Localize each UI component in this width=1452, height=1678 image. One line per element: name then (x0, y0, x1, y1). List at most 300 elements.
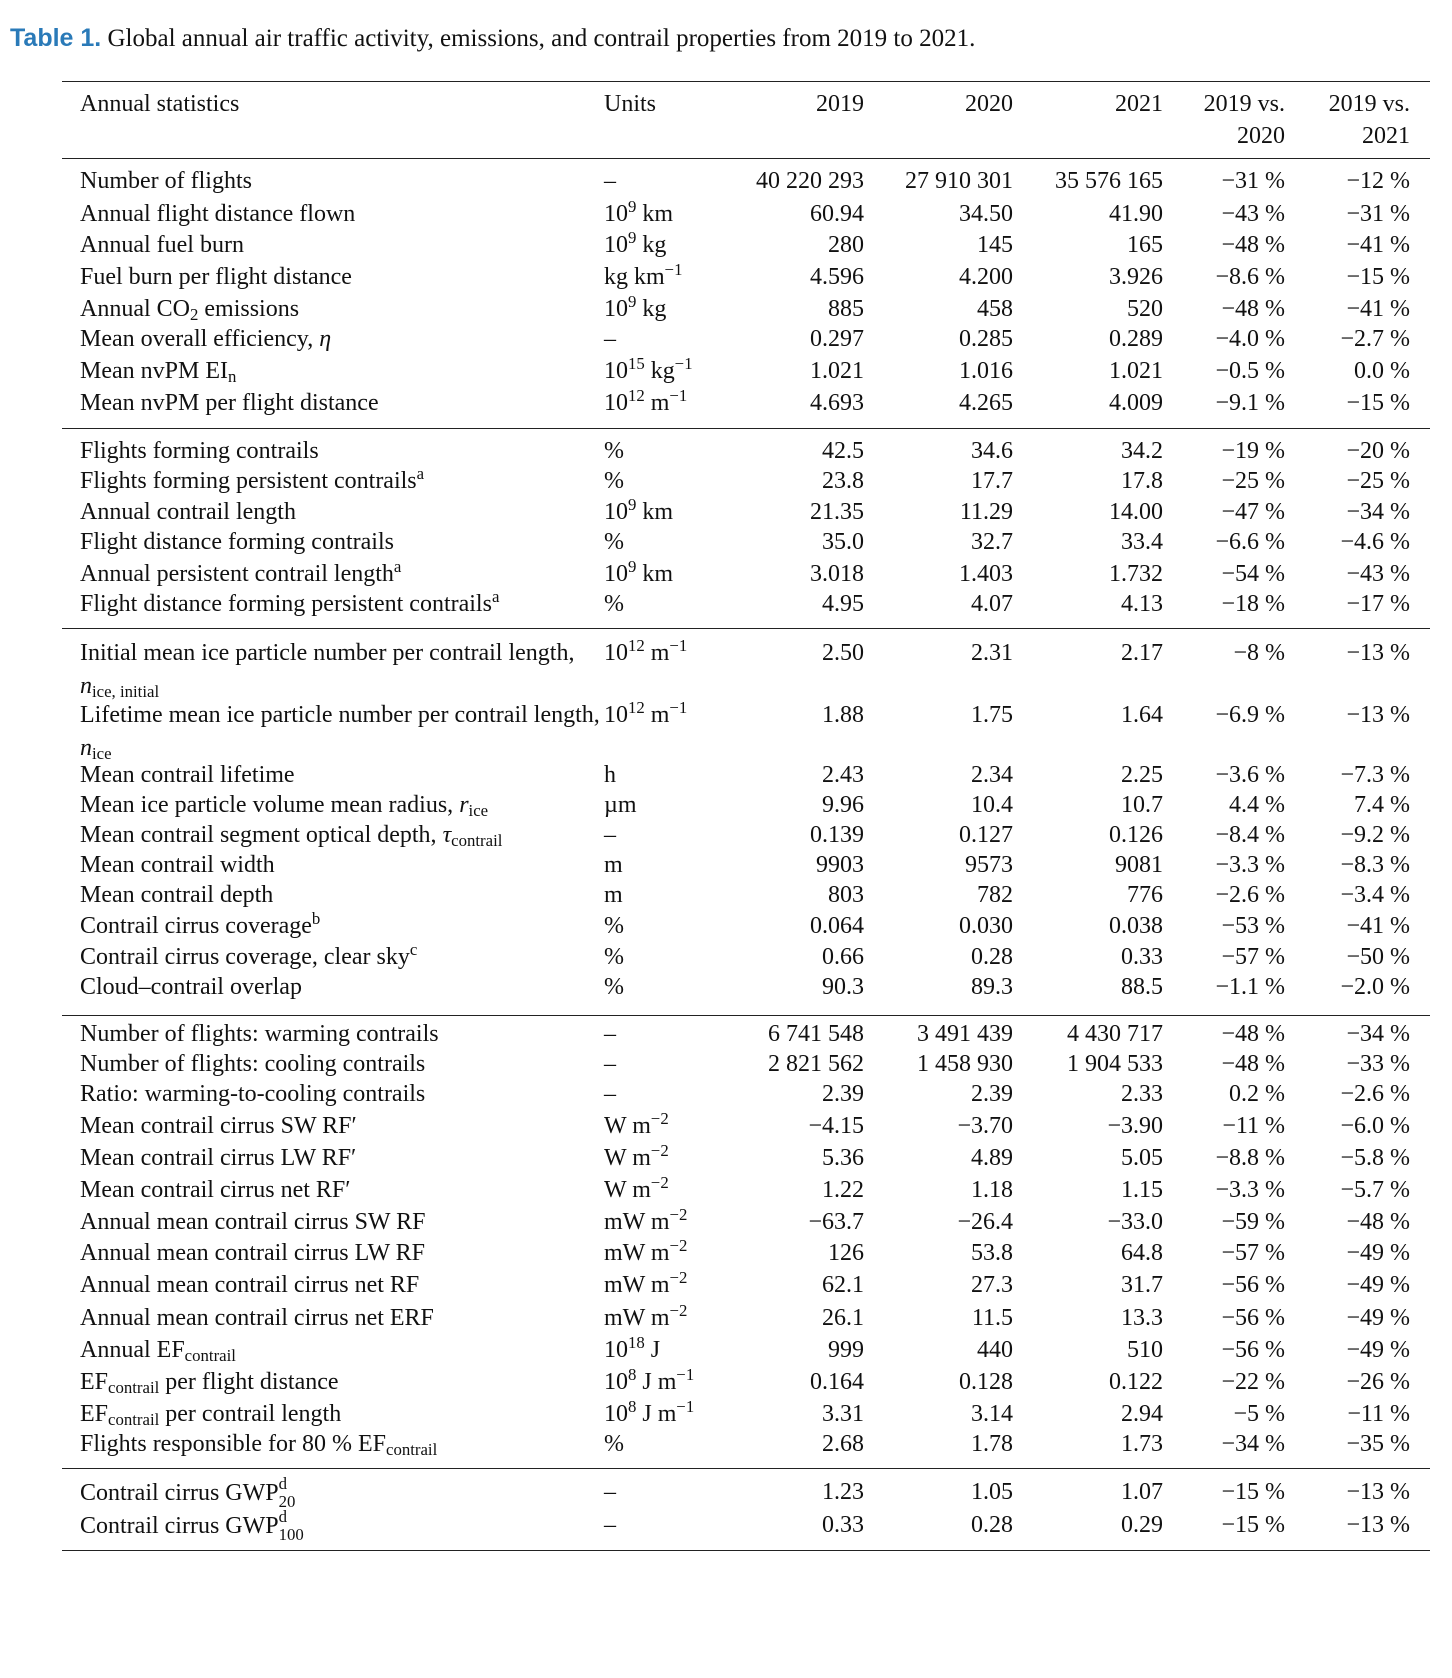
statistic-script-stack (278, 1473, 317, 1512)
value-2019: 60.94 (810, 201, 864, 227)
unit-label (604, 819, 616, 852)
unit-label (604, 1142, 669, 1175)
change-2019-vs-2021: −4.6 % (1340, 529, 1410, 555)
value-2019: 3.018 (810, 561, 864, 587)
statistic-text: Flights responsible for 80 % EF (80, 1431, 386, 1457)
unit-label (604, 198, 673, 231)
unit-text-suffix: kg (636, 232, 667, 258)
header-units: Units (604, 91, 657, 117)
unit-text: 10 (604, 296, 628, 322)
statistic-text: Flight distance forming contrails (80, 529, 394, 555)
value-2020: 17.7 (971, 468, 1013, 494)
statistic-label (80, 1142, 610, 1175)
header-2019-vs-2021: 2019 vs. 2021 (1328, 91, 1410, 149)
value-2019: 4.95 (822, 591, 864, 617)
value-2019: 26.1 (822, 1305, 864, 1331)
value-2020: 27 910 301 (905, 168, 1013, 194)
statistic-text: Annual mean contrail cirrus net ERF (80, 1305, 434, 1331)
unit-label (604, 1398, 694, 1431)
unit-text-suffix: km (636, 499, 674, 525)
statistic-label (80, 1428, 610, 1461)
unit-label (604, 165, 616, 198)
value-2021: 13.3 (1121, 1305, 1163, 1331)
statistic-footnote-mark: a (416, 463, 425, 483)
table-caption (10, 24, 975, 53)
unit-text: 10 (604, 1337, 628, 1363)
value-2020: −3.70 (957, 1113, 1013, 1139)
change-2019-vs-2021: −25 % (1346, 468, 1410, 494)
statistic-label (80, 971, 610, 1004)
change-2019-vs-2021: −49 % (1346, 1240, 1410, 1266)
statistic-text: Fuel burn per flight distance (80, 264, 352, 290)
change-2019-vs-2021: 7.4 % (1354, 792, 1410, 818)
change-2019-vs-2021: −48 % (1346, 1209, 1410, 1235)
table-bottom-rule (62, 1550, 1430, 1551)
unit-exponent: 12 (628, 385, 645, 405)
change-2019-vs-2021: −6.0 % (1340, 1113, 1410, 1139)
unit-label (604, 558, 673, 591)
statistic-label (80, 1473, 610, 1512)
statistic-subscript: contrail (108, 1410, 160, 1430)
value-2019: 42.5 (822, 438, 864, 464)
unit-label (604, 1476, 616, 1509)
unit-exponent-2: −1 (676, 1364, 695, 1384)
statistic-text: Annual persistent contrail length (80, 561, 394, 587)
change-2019-vs-2021: −13 % (1346, 1512, 1410, 1538)
value-2021: 2.94 (1121, 1401, 1163, 1427)
statistic-text: Flights forming contrails (80, 438, 319, 464)
unit-label (604, 465, 624, 498)
value-2019: 280 (828, 232, 864, 258)
change-2019-vs-2020: −47 % (1221, 499, 1285, 525)
unit-text: mW m (604, 1305, 670, 1331)
unit-text: 10 (604, 358, 628, 384)
statistic-text: Mean nvPM EI (80, 358, 228, 384)
unit-label (604, 293, 666, 326)
value-2021: 33.4 (1121, 529, 1163, 555)
change-2019-vs-2021: −31 % (1346, 201, 1410, 227)
statistic-symbol: n (80, 673, 92, 699)
statistic-text: Mean contrail width (80, 852, 275, 878)
value-2019: 126 (828, 1240, 864, 1266)
value-2019: 0.33 (822, 1512, 864, 1538)
unit-label (604, 849, 623, 882)
statistic-label (80, 1366, 610, 1399)
statistic-label (80, 435, 610, 468)
change-2019-vs-2020: 0.2 % (1229, 1081, 1285, 1107)
value-2020: 4.200 (959, 264, 1013, 290)
unit-text: – (604, 822, 616, 848)
change-2019-vs-2020: −8 % (1233, 640, 1285, 666)
header-rule (62, 158, 1430, 159)
unit-exponent-2: −1 (669, 697, 688, 717)
value-2021: 1.64 (1121, 702, 1163, 728)
statistic-label (80, 229, 610, 262)
value-2020: 1.016 (959, 358, 1013, 384)
change-2019-vs-2020: −53 % (1221, 913, 1285, 939)
change-2019-vs-2021: −3.4 % (1340, 882, 1410, 908)
unit-exponent: 15 (628, 353, 645, 373)
statistic-label (80, 1269, 610, 1302)
header-2021: 2021 (1115, 91, 1163, 117)
value-2019: 1.22 (822, 1177, 864, 1203)
unit-label (604, 1018, 616, 1051)
table-label: Table 1. (10, 24, 102, 52)
statistic-label (80, 1110, 610, 1143)
statistic-label (80, 789, 610, 822)
change-2019-vs-2020: −9.1 % (1215, 390, 1285, 416)
value-2020: 1.403 (959, 561, 1013, 587)
unit-text-suffix: m (644, 702, 670, 728)
unit-text: m (604, 852, 623, 878)
statistic-text: Cloud–contrail overlap (80, 974, 302, 1000)
change-2019-vs-2021: −13 % (1346, 1479, 1410, 1505)
statistic-label (80, 355, 610, 388)
statistic-label (80, 1237, 610, 1270)
statistic-label (80, 699, 610, 765)
statistic-text: Mean ice particle volume mean radius, (80, 792, 460, 818)
value-2021: 88.5 (1121, 974, 1163, 1000)
unit-label (604, 229, 666, 262)
statistic-label (80, 819, 610, 852)
change-2019-vs-2020: −1.1 % (1215, 974, 1285, 1000)
change-2019-vs-2020: −56 % (1221, 1272, 1285, 1298)
value-2021: 10.7 (1121, 792, 1163, 818)
value-2019: 0.064 (810, 913, 864, 939)
unit-text: m (604, 882, 623, 908)
unit-exponent: −2 (650, 1108, 669, 1128)
unit-exponent: −2 (669, 1267, 688, 1287)
change-2019-vs-2020: −3.3 % (1215, 1177, 1285, 1203)
unit-label (604, 879, 623, 912)
unit-label (604, 261, 683, 294)
value-2021: 0.038 (1109, 913, 1163, 939)
change-2019-vs-2021: −41 % (1346, 232, 1410, 258)
unit-exponent: −2 (650, 1172, 669, 1192)
value-2021: 510 (1127, 1337, 1163, 1363)
change-2019-vs-2021: −13 % (1346, 640, 1410, 666)
value-2020: 10.4 (971, 792, 1013, 818)
change-2019-vs-2021: −34 % (1346, 1021, 1410, 1047)
unit-text-suffix: m (644, 640, 670, 666)
unit-text-suffix: km (636, 561, 674, 587)
change-2019-vs-2020: −34 % (1221, 1431, 1285, 1457)
unit-label (604, 1174, 669, 1207)
value-2021: 4.13 (1121, 591, 1163, 617)
statistic-text-suffix: emissions (198, 296, 300, 322)
value-2019: 2 821 562 (768, 1051, 864, 1077)
value-2020: 782 (977, 882, 1013, 908)
change-2019-vs-2020: −56 % (1221, 1305, 1285, 1331)
change-2019-vs-2021: −15 % (1346, 390, 1410, 416)
unit-text: mW m (604, 1272, 670, 1298)
change-2019-vs-2021: −49 % (1346, 1305, 1410, 1331)
unit-exponent: −2 (650, 1140, 669, 1160)
statistic-text: Flights forming persistent contrails (80, 468, 417, 494)
statistic-text: Contrail cirrus GWP (80, 1513, 279, 1539)
unit-exponent: 9 (628, 196, 637, 216)
unit-text: kg km (604, 264, 665, 290)
unit-label (604, 496, 673, 529)
unit-exponent: 12 (628, 635, 645, 655)
change-2019-vs-2020: −48 % (1221, 1051, 1285, 1077)
unit-label (604, 637, 687, 670)
value-2021: 0.289 (1109, 326, 1163, 352)
value-2019: 62.1 (822, 1272, 864, 1298)
unit-exponent: 12 (628, 697, 645, 717)
value-2020: 9573 (965, 852, 1013, 878)
unit-text: 10 (604, 561, 628, 587)
statistic-text: EF (80, 1369, 109, 1395)
change-2019-vs-2021: −11 % (1347, 1401, 1410, 1427)
statistic-symbol: τ (442, 822, 452, 848)
statistic-script-stack (278, 1506, 317, 1545)
statistic-label (80, 1018, 610, 1051)
statistic-symbol-subscript: ice, initial (92, 682, 160, 702)
unit-text: % (604, 974, 624, 1000)
value-2020: 3 491 439 (917, 1021, 1013, 1047)
change-2019-vs-2020: −4.0 % (1215, 326, 1285, 352)
value-2021: 34.2 (1121, 438, 1163, 464)
value-2020: 89.3 (971, 974, 1013, 1000)
unit-label (604, 699, 687, 732)
value-2019: 4.693 (810, 390, 864, 416)
value-2021: 0.33 (1121, 944, 1163, 970)
unit-exponent: 9 (628, 494, 637, 514)
section-rule-3 (62, 1015, 1430, 1016)
unit-text: 10 (604, 702, 628, 728)
value-2020: 34.6 (971, 438, 1013, 464)
statistic-label (80, 1334, 610, 1367)
unit-text: h (604, 762, 616, 788)
statistic-label (80, 1174, 610, 1207)
value-2021: −33.0 (1107, 1209, 1163, 1235)
statistic-text: Annual flight distance flown (80, 201, 356, 227)
statistic-label (80, 879, 610, 912)
statistic-footnote-mark: a (393, 556, 402, 576)
unit-text: 10 (604, 1369, 628, 1395)
value-2019: 1.23 (822, 1479, 864, 1505)
unit-exponent: −2 (669, 1235, 688, 1255)
change-2019-vs-2020: −57 % (1221, 1240, 1285, 1266)
change-2019-vs-2021: −2.0 % (1340, 974, 1410, 1000)
change-2019-vs-2020: −15 % (1221, 1512, 1285, 1538)
unit-text: 10 (604, 232, 628, 258)
value-2020: 0.28 (971, 1512, 1013, 1538)
value-2021: 17.8 (1121, 468, 1163, 494)
table-caption-text: Global annual air traffic activity, emissions, and contrail properties from 2019 to 2021. (107, 25, 976, 52)
statistic-text: Annual mean contrail cirrus SW RF (80, 1209, 426, 1235)
statistic-footnote-mark: d (278, 1473, 288, 1493)
change-2019-vs-2021: −15 % (1346, 264, 1410, 290)
table-top-rule (62, 81, 1430, 82)
statistic-label (80, 465, 610, 498)
value-2019: 999 (828, 1337, 864, 1363)
statistic-text: Annual EF (80, 1337, 185, 1363)
statistic-symbol: n (80, 735, 92, 761)
statistic-label (80, 1302, 610, 1335)
change-2019-vs-2020: −2.6 % (1215, 882, 1285, 908)
statistic-text: Contrail cirrus coverage, clear sky (80, 944, 410, 970)
unit-label (604, 1110, 669, 1143)
statistic-text-suffix: per contrail length (159, 1401, 342, 1427)
unit-label (604, 910, 624, 943)
unit-exponent-2: −1 (669, 635, 688, 655)
unit-exponent: 9 (628, 291, 637, 311)
statistic-text: Mean contrail depth (80, 882, 274, 908)
change-2019-vs-2021: −17 % (1346, 591, 1410, 617)
change-2019-vs-2021: −2.7 % (1340, 326, 1410, 352)
value-2020: 32.7 (971, 529, 1013, 555)
statistic-text: Initial mean ice particle number per contrail length, (80, 640, 575, 666)
statistic-label (80, 941, 610, 974)
unit-label (604, 1078, 616, 1111)
unit-label (604, 1509, 616, 1542)
unit-text-suffix: J m (636, 1369, 677, 1395)
statistic-text: Ratio: warming-to-cooling contrails (80, 1081, 426, 1107)
statistic-label (80, 198, 610, 231)
unit-text: – (604, 1081, 616, 1107)
value-2019: −4.15 (808, 1113, 864, 1139)
value-2021: 31.7 (1121, 1272, 1163, 1298)
unit-text: – (604, 1512, 616, 1538)
change-2019-vs-2021: −7.3 % (1340, 762, 1410, 788)
statistic-symbol-subscript: ice (468, 801, 489, 821)
unit-text: % (604, 591, 624, 617)
value-2019: 35.0 (822, 529, 864, 555)
value-2021: 520 (1127, 296, 1163, 322)
unit-label (604, 1206, 687, 1239)
value-2019: 885 (828, 296, 864, 322)
change-2019-vs-2020: −48 % (1221, 232, 1285, 258)
value-2019: 0.164 (810, 1369, 864, 1395)
unit-label (604, 1334, 660, 1367)
statistic-text: Annual fuel burn (80, 232, 244, 258)
change-2019-vs-2020: −0.5 % (1215, 358, 1285, 384)
statistic-text: Mean contrail segment optical depth, (80, 822, 443, 848)
statistic-label (80, 910, 610, 943)
unit-text: µm (604, 792, 637, 818)
change-2019-vs-2021: 0.0 % (1354, 358, 1410, 384)
change-2019-vs-2021: −9.2 % (1340, 822, 1410, 848)
unit-exponent-2: −1 (669, 385, 688, 405)
unit-exponent: 9 (628, 556, 637, 576)
value-2020: 1.75 (971, 702, 1013, 728)
statistic-subscript: 2 (190, 305, 199, 325)
unit-exponent-2: −1 (674, 353, 693, 373)
change-2019-vs-2020: −11 % (1222, 1113, 1285, 1139)
statistic-label (80, 387, 610, 420)
statistic-text: Mean contrail cirrus SW RF′ (80, 1113, 357, 1139)
statistic-subscript: 20 (278, 1492, 296, 1512)
change-2019-vs-2021: −41 % (1346, 913, 1410, 939)
statistic-label (80, 558, 610, 591)
statistic-text: Number of flights: cooling contrails (80, 1051, 426, 1077)
value-2021: 14.00 (1109, 499, 1163, 525)
statistic-subscript: 100 (278, 1525, 304, 1545)
unit-label (604, 971, 624, 1004)
value-2019: 803 (828, 882, 864, 908)
unit-text: – (604, 1051, 616, 1077)
value-2020: 11.29 (959, 499, 1013, 525)
statistic-symbol-subscript: contrail (451, 831, 503, 851)
statistic-label (80, 849, 610, 882)
statistic-label (80, 588, 610, 621)
unit-label (604, 387, 687, 420)
value-2021: 2.25 (1121, 762, 1163, 788)
statistic-symbol: r (459, 792, 469, 818)
value-2020: 145 (977, 232, 1013, 258)
unit-text-suffix: J (644, 1337, 661, 1363)
change-2019-vs-2021: −5.8 % (1340, 1145, 1410, 1171)
change-2019-vs-2020: −48 % (1221, 296, 1285, 322)
value-2020: 4.89 (971, 1145, 1013, 1171)
statistic-text-suffix: per flight distance (159, 1369, 339, 1395)
value-2020: 458 (977, 296, 1013, 322)
value-2019: 0.139 (810, 822, 864, 848)
section-rule-2 (62, 628, 1430, 629)
change-2019-vs-2021: −26 % (1346, 1369, 1410, 1395)
statistic-text: Annual contrail length (80, 499, 296, 525)
statistic-text: Mean nvPM per flight distance (80, 390, 379, 416)
unit-text: % (604, 438, 624, 464)
change-2019-vs-2020: −25 % (1221, 468, 1285, 494)
statistic-text: Lifetime mean ice particle number per contrail length, (80, 702, 600, 728)
unit-text: % (604, 1431, 624, 1457)
value-2020: 2.31 (971, 640, 1013, 666)
statistic-text: Annual mean contrail cirrus net RF (80, 1272, 420, 1298)
change-2019-vs-2020: −8.6 % (1215, 264, 1285, 290)
statistic-subscript: contrail (108, 1378, 160, 1398)
value-2020: 0.030 (959, 913, 1013, 939)
unit-label (604, 1428, 624, 1461)
statistic-label (80, 1506, 610, 1545)
change-2019-vs-2020: −15 % (1221, 1479, 1285, 1505)
statistic-text: Contrail cirrus coverage (80, 913, 312, 939)
section-rule-1 (62, 428, 1430, 429)
value-2019: 21.35 (810, 499, 864, 525)
statistic-footnote-mark: d (278, 1506, 288, 1526)
header-statistic: Annual statistics (80, 91, 240, 117)
value-2021: 5.05 (1121, 1145, 1163, 1171)
unit-exponent: 9 (628, 227, 637, 247)
change-2019-vs-2021: −8.3 % (1340, 852, 1410, 878)
statistic-symbol-subscript: ice (92, 744, 112, 764)
change-2019-vs-2020: −6.6 % (1215, 529, 1285, 555)
change-2019-vs-2020: −5 % (1233, 1401, 1285, 1427)
change-2019-vs-2020: −19 % (1221, 438, 1285, 464)
value-2021: 1 904 533 (1067, 1051, 1163, 1077)
unit-exponent: 8 (628, 1364, 637, 1384)
value-2021: 776 (1127, 882, 1163, 908)
unit-exponent-2: −1 (676, 1396, 695, 1416)
value-2019: 5.36 (822, 1145, 864, 1171)
value-2020: 2.39 (971, 1081, 1013, 1107)
statistic-text: Number of flights (80, 168, 252, 194)
unit-text: – (604, 1479, 616, 1505)
unit-text: W m (604, 1113, 651, 1139)
change-2019-vs-2021: −5.7 % (1340, 1177, 1410, 1203)
value-2020: 3.14 (971, 1401, 1013, 1427)
value-2019: 9.96 (822, 792, 864, 818)
value-2020: 53.8 (971, 1240, 1013, 1266)
change-2019-vs-2021: −13 % (1346, 702, 1410, 728)
statistic-label (80, 261, 610, 294)
statistic-symbol: η (319, 326, 332, 352)
value-2021: 1.732 (1109, 561, 1163, 587)
value-2020: 0.127 (959, 822, 1013, 848)
unit-label (604, 759, 616, 792)
